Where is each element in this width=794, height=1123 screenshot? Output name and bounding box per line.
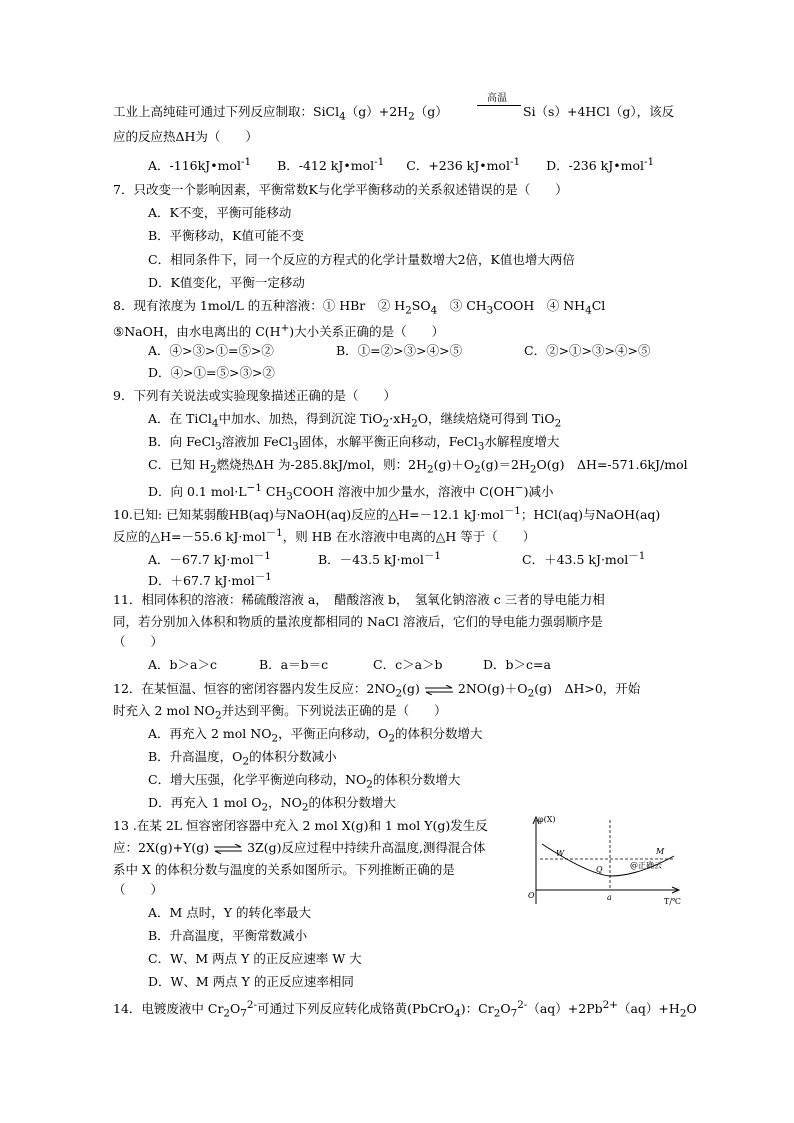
q12-stem-2: 时充入 2 mol $NO_2$并达到平衡。下列说法正确的是（ ）: [113, 703, 447, 722]
q12-option-a[interactable]: A．再充入 2 mol $NO_2$，平衡正向移动，$O_2$的体积分数增大: [148, 726, 483, 745]
point-w-label: W: [556, 849, 565, 858]
x-axis-label: T/℃: [664, 897, 681, 906]
q11-stem-2: 同，若分别加入体积和物质的量浓度都相同的 NaCl 溶液后，它们的导电能力强弱顺序是: [113, 614, 603, 629]
q8-option-d[interactable]: D．④>①=⑤>③>②: [148, 365, 275, 380]
q12-option-d[interactable]: D．再充入 1 mol $O_2$，$NO_2$的体积分数增大: [148, 795, 396, 814]
q13-option-b[interactable]: B．升高温度，平衡常数减小: [148, 928, 308, 943]
q13-graph: [528, 814, 688, 908]
equilibrium-arrow-icon: [424, 685, 454, 695]
option-d[interactable]: D．-236 kJ•mol$^{-1}$: [546, 156, 655, 174]
intro-line-1-right: Si（s）+4HCl（g），该反: [523, 104, 675, 119]
option-b[interactable]: B．-412 kJ•mol$^{-1}$: [277, 156, 385, 174]
q10-stem-1: 10.已知: 已知某弱酸HB(aq)与NaOH(aq)反应的△H=－12.1 kJ·mol$^{-1}$；HCl(aq)与NaOH(aq): [113, 505, 661, 523]
option-a[interactable]: A．-116kJ•mol$^{-1}$: [148, 156, 252, 174]
q8-stem-2: ⑤NaOH，由水电离出的 C(H+)大小关系正确的是（ ）: [113, 322, 445, 340]
y-axis-label: φ(X): [538, 815, 556, 824]
q11-stem-1: 11．相同体积的溶液：稀硫酸溶液 a， 醋酸溶液 b， 氢氧化钠溶液 c 三者的导电能力相: [113, 592, 605, 607]
q13-option-a[interactable]: A．M 点时，Y 的转化率最大: [148, 905, 312, 920]
q13-option-d[interactable]: D．W、M 两点 Y 的正反应速率相同: [148, 974, 354, 989]
q9-option-b[interactable]: B．向 FeCl$_3$溶液加 FeCl$_3$固体，水解平衡正向移动，FeCl$_3$水解程度增大: [148, 434, 560, 453]
q11-option-a[interactable]: A．b＞a＞c: [148, 657, 217, 672]
point-q-label: Q: [596, 865, 603, 874]
q9-option-c[interactable]: C．已知 $H_2$燃烧热ΔH 为-285.8kJ/mol，则：$2H_2(g)+O_2(g)=2H_2O(g)$ ΔH=-571.6kJ/mol: [148, 457, 688, 476]
q13-stem-1: 13 .在某 2L 恒容密闭容器中充入 2 mol X(g)和 1 mol Y(g)发生反: [113, 818, 488, 833]
q11-option-c[interactable]: C．c＞a＞b: [373, 657, 443, 672]
intro-line-2: 应的反应热ΔH为（ ）: [113, 129, 258, 144]
a-label: a: [607, 893, 612, 902]
q9-option-a[interactable]: A．在 TiCl$_4$中加水、加热，得到沉淀 $TiO_2\cdot xH_2O$，继续焙烧可得到 TiO$_2$: [148, 411, 562, 430]
q12-option-c[interactable]: C．增大压强，化学平衡逆向移动，$NO_2$的体积分数增大: [148, 772, 461, 791]
q9-stem: 9．下列有关说法或实验现象描述正确的是（ ）: [113, 388, 396, 403]
watermark: @正确云: [630, 861, 662, 870]
q7-option-b[interactable]: B．平衡移动，K值可能不变: [148, 228, 305, 243]
q8-option-b[interactable]: B．①=②>③>④>⑤: [336, 343, 463, 358]
q10-stem-2: 反应的△H=－55.6 kJ·mol$^{-1}$，则 HB 在水溶液中电离的△H 等于（ ）: [113, 527, 536, 545]
q12-option-b[interactable]: B．升高温度，$O_2$的体积分数减小: [148, 749, 337, 768]
q7-option-a[interactable]: A．K不变，平衡可能移动: [148, 205, 292, 220]
q12-stem-1: 12．在某恒温、恒容的密闭容器内发生反应：$2NO_2(g)$ $2NO(g)+O_2(g)$ ΔH>0，开始: [113, 681, 641, 700]
q8-option-c[interactable]: C．②>①>③>④>⑤: [524, 343, 651, 358]
option-c[interactable]: C．+236 kJ•mol$^{-1}$: [406, 156, 521, 174]
q7-option-d[interactable]: D．K值变化，平衡一定移动: [148, 275, 305, 290]
q7-option-c[interactable]: C．相同条件下，同一个反应的方程式的化学计量数增大2倍，K值也增大两倍: [148, 252, 575, 267]
q13-stem-2: 应：2X(g)+Y(g) 3Z(g)反应过程中持续升高温度,测得混合体: [113, 840, 486, 855]
point-m-label: M: [656, 847, 665, 856]
intro-line-1: 工业上高纯硅可通过下列反应制取：$SiCl_4(g)+2H_2(g)$: [113, 104, 448, 123]
q11-option-d[interactable]: D．b＞c=a: [483, 657, 551, 672]
q13-stem-4: （ ）: [113, 882, 164, 897]
q10-option-d[interactable]: D．＋67.7 kJ·mol$^{-1}$: [148, 571, 272, 589]
q10-option-b[interactable]: B．－43.5 kJ·mol$^{-1}$: [318, 550, 441, 568]
q10-option-c[interactable]: C．＋43.5 kJ·mol$^{-1}$: [522, 550, 646, 568]
q10-option-a[interactable]: A．－67.7 kJ·mol$^{-1}$: [148, 550, 271, 568]
q11-option-b[interactable]: B．a＝b＝c: [259, 657, 329, 672]
q7-stem: 7．只改变一个影响因素，平衡常数K与化学平衡移动的关系叙述错误的是（ ）: [113, 182, 568, 197]
q11-stem-3: （ ）: [113, 634, 164, 649]
origin-label: O: [528, 891, 535, 900]
q8-option-a[interactable]: A．④>③>①=⑤>②: [148, 343, 274, 358]
q14-stem: 14．电镀废液中 $Cr_2O_7^{2-}$可通过下列反应转化成铬黄(PbCrO$_4$)：$Cr_2O_7^{2-}(aq)+2Pb^{2+}(aq)+H_2O$: [113, 999, 697, 1020]
q13-option-c[interactable]: C．W、M 两点 Y 的正反应速率 W 大: [148, 951, 362, 966]
high-temp-arrow: [477, 93, 523, 117]
intro-options: [148, 152, 654, 176]
q13-stem-3: 系中 X 的体积分数与温度的关系如图所示。下列推断正确的是: [113, 862, 455, 877]
equilibrium-arrow-icon: [213, 844, 243, 854]
high-temp-label: 高温: [487, 93, 507, 104]
q8-stem-1: 8．现有浓度为 1mol/L 的五种溶液：① HBr ② $H_2SO_4$ ③ $CH_3COOH$ ④ $NH_4Cl$: [113, 298, 606, 317]
q9-option-d[interactable]: D．向 0.1 $mol\cdot L^{-1}$ $CH_3COOH$ 溶液中加少量水，溶液中 C(OH−)减小: [148, 482, 554, 503]
